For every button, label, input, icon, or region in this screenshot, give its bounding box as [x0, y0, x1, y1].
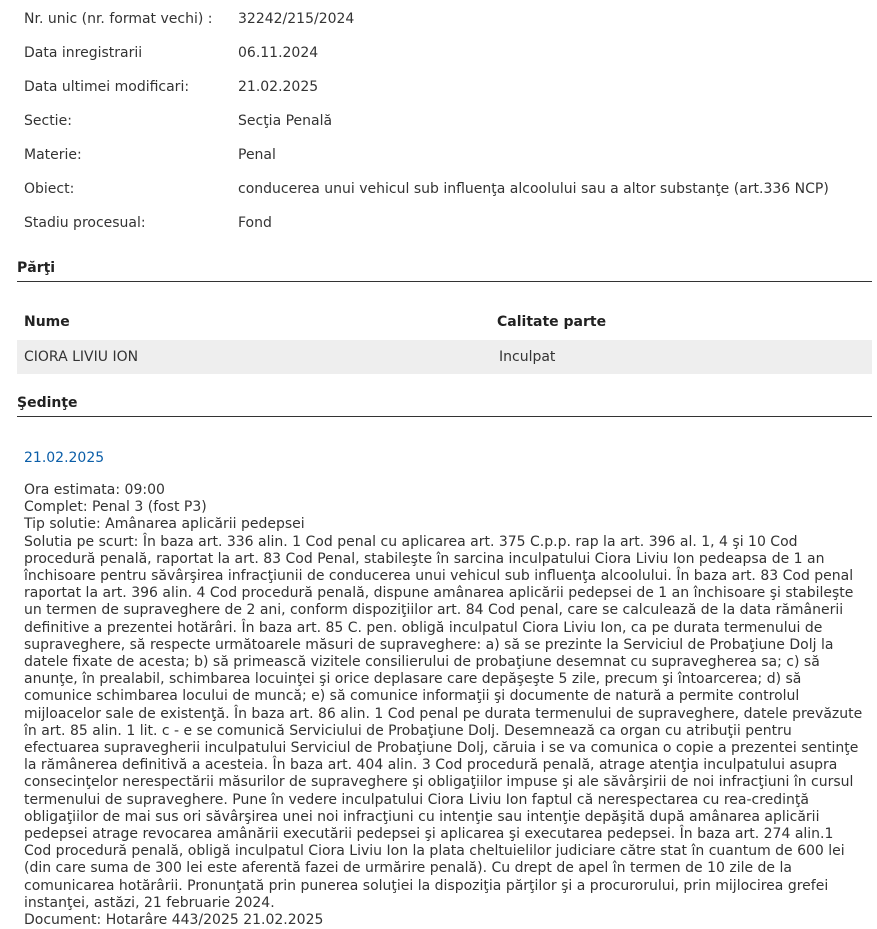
info-row-nr-unic — [24, 0, 864, 34]
info-row-obiect — [24, 170, 864, 204]
case-info-table — [24, 0, 864, 238]
info-label: Sectie: — [24, 113, 72, 129]
hearing-date-link[interactable]: 21.02.2025 — [24, 450, 105, 466]
hearing-panel: Complet: Penal 3 (fost P3) — [24, 499, 207, 516]
info-value: 21.02.2025 — [238, 79, 319, 95]
column-header-calitate: Calitate parte — [497, 314, 607, 330]
hearing-time: Ora estimata: 09:00 — [24, 482, 165, 498]
info-row-data-modificari — [24, 68, 864, 102]
parti-section-title: Părţi — [17, 260, 872, 282]
info-label: Data ultimei modificari: — [24, 79, 190, 95]
document-reference: Document: Hotarâre 443/2025 21.02.2025 — [24, 912, 324, 929]
info-row-data-inregistrarii — [24, 34, 864, 68]
info-label: Data inregistrarii — [24, 45, 143, 61]
info-label: Materie: — [24, 147, 82, 163]
party-role: Inculpat — [499, 349, 556, 365]
table-row — [17, 340, 872, 374]
info-row-stadiu — [24, 204, 864, 238]
sedinte-section-title: Şedinţe — [17, 395, 872, 417]
info-label: Nr. unic (nr. format vechi) : — [24, 11, 213, 27]
party-name: CIORA LIVIU ION — [24, 349, 139, 365]
hearing-details — [24, 482, 864, 929]
info-value: 06.11.2024 — [238, 45, 319, 61]
info-row-materie — [24, 136, 864, 170]
info-value: 32242/215/2024 — [238, 11, 355, 27]
info-value: Secţia Penală — [238, 113, 333, 129]
info-value: Penal — [238, 147, 276, 163]
info-label: Obiect: — [24, 181, 75, 197]
solution-type: Tip solutie: Amânarea aplicării pedepsei — [24, 516, 305, 533]
column-header-nume: Nume — [24, 314, 70, 330]
info-value: Fond — [238, 215, 272, 231]
info-label: Stadiu procesual: — [24, 215, 146, 231]
solution-summary: Solutia pe scurt: În baza art. 336 alin. 1 Cod penal cu aplicarea art. 375 C.p.p. rap la art. 396 al. 1, 4 şi 10 Cod procedură penală, raportat la art. 83 Cod Penal, stabileşte în sarcina inculpatului Ciora Liviu Ion pedeapsa de 1 an închisoare pentru săvârşirea infracţiunii de conducerea unui vehicul sub influenţa alcoolului. În baza art. 83 Cod penal raportat la art. 396 alin. 4 Cod procedură penală, dispune amânarea aplicării pedepsei de 1 an închisoare şi stabileşte un termen de supraveghere de 2 ani, conform dispoziţiilor art. 84 Cod penal, care se calculează de la data rămânerii definitive a prezentei hotărâri. În baza art. 85 C. pen. obligă inculpatul Ciora Liviu Ion, ca pe durata termenului de supraveghere, să respecte următoarele măsuri de supraveghere: a) să se prezinte la Serviciul de Probaţiune Dolj la datele fixate de acesta; b) să primească vizitele consilierului de probaţiune desemnat cu supravegherea sa; c) să anunţe, în prealabil, schimbarea locuinţei şi orice deplasare care depăşeşte 5 zile, precum şi întoarcerea; d) să comunice schimbarea locului de muncă; e) să comunice informaţii şi documente de natură a permite controlul mijloacelor sale de existenţă. În baza art. 86 alin. 1 Cod penal pe durata termenului de supraveghere, datele prevăzute în art. 85 alin. 1 lit. c - e se comunică Serviciului de Probaţiune Dolj. Desemnează ca organ cu atribuţii pentru efectuarea supravegherii inculpatului Serviciul de Probaţiune Dolj, căruia i se va comunica o copie a prezentei sentinţe la rămânerea definitivă a acesteia. În baza art. 404 alin. 3 Cod procedură penală, atrage atenţia inculpatului asupra consecinţelor nerespectării măsurilor de supraveghere şi obligaţiilor impuse şi ale săvârşirii de noi infracţiuni în cursul termenului de supraveghere. Pune în vedere inculpatului Ciora Liviu Ion faptul că nerespectarea cu rea-credinţă obligaţiilor de mai sus ori săvârşirea unei noi infracţiuni cu intenţie sau intenţie depăşită după amânarea aplicării pedepsei atrage revocarea amânării executării pedepsei şi aplicarea şi executarea pedepsei. În baza art. 274 alin.1 Cod procedură penală, obligă inculpatul Ciora Liviu Ion la plata cheltuielilor judiciare către stat în cuantum de 600 lei (din care suma de 300 lei este aferentă fazei de urmărire penală). Cu drept de apel în termen de 10 zile de la comunicarea hotărârii. Pronunţată prin punerea soluţiei la dispoziţia părţilor şi a procurorului, prin mijlocirea grefei instanţei, astăzi, 21 februarie 2024. — [24, 533, 863, 911]
info-row-sectie — [24, 102, 864, 136]
info-value: conducerea unui vehicul sub influenţa alcoolului sau a altor substanţe (art.336 NCP) — [238, 181, 829, 197]
